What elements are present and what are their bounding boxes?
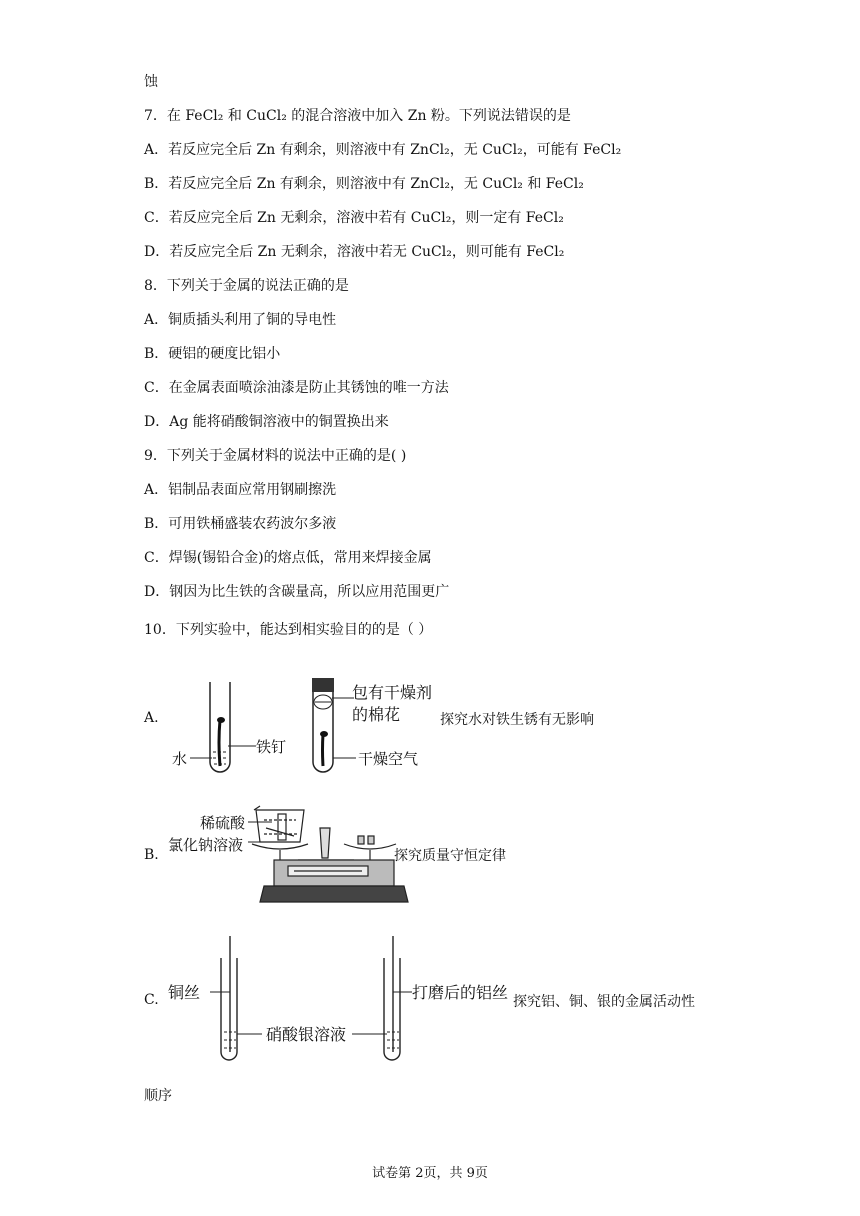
- label-desiccant-2: 的棉花: [352, 705, 401, 724]
- label-dry-air: 干燥空气: [358, 750, 419, 768]
- q10-option-c-caption: 探究铝、铜、银的金属活动性: [513, 994, 695, 1010]
- q8-option-a: A．铜质插头利用了铜的导电性: [144, 312, 337, 328]
- q10-option-c-caption-continued: 顺序: [144, 1088, 172, 1104]
- stopper: [312, 678, 334, 692]
- continuation-text: 蚀: [144, 74, 158, 90]
- q7-stem: 7．在 FeCl₂ 和 CuCl₂ 的混合溶液中加入 Zn 粉。下列说法错误的是: [144, 108, 571, 124]
- q9-stem: 9．下列关于金属材料的说法中正确的是( ): [144, 448, 407, 464]
- q10-option-a-letter: A.: [144, 710, 159, 726]
- q8-option-d: D．Ag 能将硝酸铜溶液中的铜置换出来: [144, 414, 389, 430]
- q7-option-b: B．若反应完全后 Zn 有剩余，则溶液中有 ZnCl₂，无 CuCl₂ 和 FeCl₂: [144, 176, 584, 192]
- q10-option-c-letter: C.: [144, 992, 159, 1008]
- q9-option-c: C．焊锡(锡铅合金)的熔点低，常用来焊接金属: [144, 550, 432, 566]
- q8-stem: 8．下列关于金属的说法正确的是: [144, 278, 349, 294]
- q7-option-d: D．若反应完全后 Zn 无剩余，溶液中若无 CuCl₂，则可能有 FeCl₂: [144, 244, 565, 260]
- q9-option-a: A．铝制品表面应常用钢刷擦洗: [144, 482, 337, 498]
- q9-option-b: B．可用铁桶盛装农药波尔多液: [144, 516, 337, 532]
- balance: [252, 806, 408, 902]
- q8-option-c: C．在金属表面喷涂油漆是防止其锈蚀的唯一方法: [144, 380, 449, 396]
- q8-option-b: B．硬铝的硬度比铝小: [144, 346, 281, 362]
- q10-option-b-letter: B.: [144, 847, 159, 863]
- iron-nail-2: [323, 734, 324, 766]
- label-iron-nail: 铁钉: [256, 738, 287, 756]
- label-sodium-chloride-solution: 氯化钠溶液: [168, 836, 244, 854]
- q10-stem: 10．下列实验中，能达到相实验目的的是（ ）: [144, 622, 433, 638]
- q10-option-a-caption: 探究水对铁生锈有无影响: [440, 712, 594, 728]
- label-desiccant-1: 包有干燥剂: [352, 683, 433, 702]
- q7-option-c: C．若反应完全后 Zn 无剩余，溶液中若有 CuCl₂，则一定有 FeCl₂: [144, 210, 564, 226]
- q10-option-b-caption: 探究质量守恒定律: [394, 848, 506, 864]
- label-silver-nitrate-solution: 硝酸银溶液: [266, 1025, 347, 1044]
- q10-option-c-figure: [166, 934, 516, 1070]
- label-water: 水: [172, 750, 188, 768]
- label-dilute-sulfuric-acid: 稀硫酸: [200, 814, 246, 832]
- q9-option-d: D．钢因为比生铁的含碳量高，所以应用范围更广: [144, 584, 450, 600]
- label-polished-aluminum-wire: 打磨后的铝丝: [412, 983, 509, 1002]
- q10-option-b-figure: [168, 798, 394, 910]
- label-copper-wire: 铜丝: [168, 983, 201, 1002]
- q10-option-a-figure: [160, 672, 440, 782]
- page-footer: 试卷第 2页，共 9页: [372, 1166, 488, 1181]
- q7-option-a: A．若反应完全后 Zn 有剩余，则溶液中有 ZnCl₂，无 CuCl₂，可能有 FeCl₂: [144, 142, 622, 158]
- iron-nail-1: [219, 720, 220, 766]
